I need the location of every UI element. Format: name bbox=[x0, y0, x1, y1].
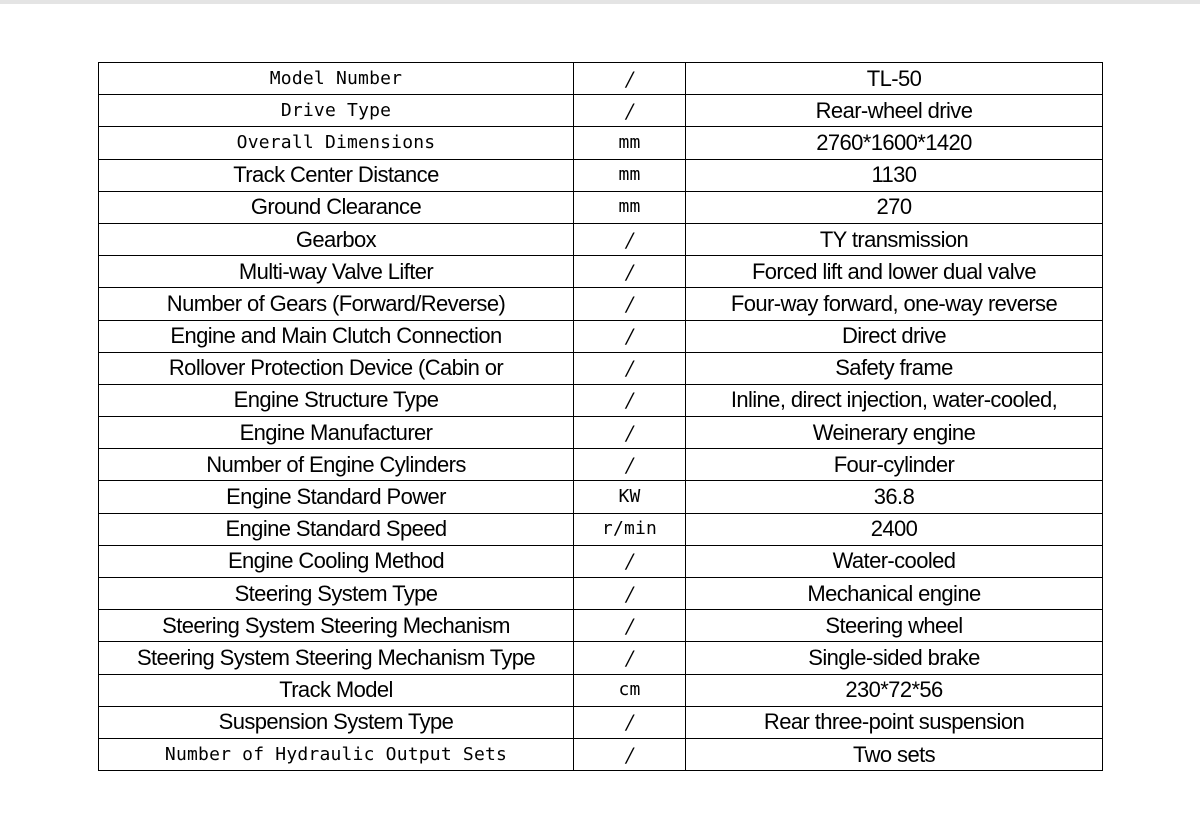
value-cell: Steering wheel bbox=[686, 610, 1103, 642]
value-cell: Direct drive bbox=[686, 320, 1103, 352]
unit-cell: / bbox=[574, 288, 686, 320]
value-cell: Safety frame bbox=[686, 352, 1103, 384]
unit-cell: cm bbox=[574, 674, 686, 706]
value-cell: Rear three-point suspension bbox=[686, 706, 1103, 738]
value-cell: Weinerary engine bbox=[686, 417, 1103, 449]
unit-cell: / bbox=[574, 578, 686, 610]
parameter-cell: Steering System Type bbox=[99, 578, 574, 610]
parameter-cell: Rollover Protection Device (Cabin or bbox=[99, 352, 574, 384]
parameter-cell: Engine Structure Type bbox=[99, 384, 574, 416]
parameter-cell: Suspension System Type bbox=[99, 706, 574, 738]
table-row bbox=[99, 417, 1103, 449]
unit-cell: / bbox=[574, 610, 686, 642]
unit-cell: / bbox=[574, 352, 686, 384]
value-cell: Inline, direct injection, water-cooled, bbox=[686, 384, 1103, 416]
parameter-cell: Engine Cooling Method bbox=[99, 545, 574, 577]
parameter-cell: Overall Dimensions bbox=[99, 127, 574, 159]
value-cell: Forced lift and lower dual valve bbox=[686, 256, 1103, 288]
value-cell: 2760*1600*1420 bbox=[686, 127, 1103, 159]
table-row bbox=[99, 384, 1103, 416]
unit-cell: / bbox=[574, 95, 686, 127]
unit-cell: r/min bbox=[574, 513, 686, 545]
unit-cell: mm bbox=[574, 159, 686, 191]
parameter-cell: Number of Hydraulic Output Sets bbox=[99, 738, 574, 770]
unit-cell: KW bbox=[574, 481, 686, 513]
table-row bbox=[99, 578, 1103, 610]
value-cell: Two sets bbox=[686, 738, 1103, 770]
table-row bbox=[99, 95, 1103, 127]
unit-cell: / bbox=[574, 63, 686, 95]
parameter-cell: Gearbox bbox=[99, 223, 574, 255]
parameter-cell: Engine Standard Speed bbox=[99, 513, 574, 545]
parameter-cell: Number of Engine Cylinders bbox=[99, 449, 574, 481]
table-row bbox=[99, 191, 1103, 223]
unit-cell: / bbox=[574, 256, 686, 288]
value-cell: 2400 bbox=[686, 513, 1103, 545]
parameter-cell: Track Model bbox=[99, 674, 574, 706]
unit-cell: / bbox=[574, 642, 686, 674]
unit-cell: / bbox=[574, 320, 686, 352]
parameter-cell: Engine Manufacturer bbox=[99, 417, 574, 449]
unit-cell: mm bbox=[574, 127, 686, 159]
table-row bbox=[99, 320, 1103, 352]
table-row bbox=[99, 256, 1103, 288]
parameter-cell: Steering System Steering Mechanism Type bbox=[99, 642, 574, 674]
table-row bbox=[99, 738, 1103, 770]
specification-table-body bbox=[99, 63, 1103, 771]
value-cell: Water-cooled bbox=[686, 545, 1103, 577]
parameter-cell: Number of Gears (Forward/Reverse) bbox=[99, 288, 574, 320]
table-row bbox=[99, 642, 1103, 674]
unit-cell: / bbox=[574, 223, 686, 255]
table-row bbox=[99, 481, 1103, 513]
value-cell: 230*72*56 bbox=[686, 674, 1103, 706]
unit-cell: / bbox=[574, 545, 686, 577]
parameter-cell: Track Center Distance bbox=[99, 159, 574, 191]
top-edge-strip bbox=[0, 0, 1200, 4]
table-row bbox=[99, 159, 1103, 191]
value-cell: Rear-wheel drive bbox=[686, 95, 1103, 127]
unit-cell: / bbox=[574, 706, 686, 738]
value-cell: Four-cylinder bbox=[686, 449, 1103, 481]
table-row bbox=[99, 610, 1103, 642]
table-row bbox=[99, 288, 1103, 320]
parameter-cell: Drive Type bbox=[99, 95, 574, 127]
table-row bbox=[99, 449, 1103, 481]
table-row bbox=[99, 352, 1103, 384]
table-row bbox=[99, 513, 1103, 545]
parameter-cell: Ground Clearance bbox=[99, 191, 574, 223]
parameter-cell: Engine Standard Power bbox=[99, 481, 574, 513]
value-cell: TL-50 bbox=[686, 63, 1103, 95]
table-row bbox=[99, 545, 1103, 577]
table-row bbox=[99, 127, 1103, 159]
value-cell: Mechanical engine bbox=[686, 578, 1103, 610]
specification-table bbox=[98, 62, 1103, 771]
value-cell: 270 bbox=[686, 191, 1103, 223]
unit-cell: mm bbox=[574, 191, 686, 223]
value-cell: 36.8 bbox=[686, 481, 1103, 513]
table-row bbox=[99, 706, 1103, 738]
unit-cell: / bbox=[574, 449, 686, 481]
value-cell: TY transmission bbox=[686, 223, 1103, 255]
unit-cell: / bbox=[574, 738, 686, 770]
table-row bbox=[99, 223, 1103, 255]
parameter-cell: Model Number bbox=[99, 63, 574, 95]
parameter-cell: Multi-way Valve Lifter bbox=[99, 256, 574, 288]
value-cell: Single-sided brake bbox=[686, 642, 1103, 674]
value-cell: Four-way forward, one-way reverse bbox=[686, 288, 1103, 320]
unit-cell: / bbox=[574, 417, 686, 449]
value-cell: 1130 bbox=[686, 159, 1103, 191]
table-row bbox=[99, 674, 1103, 706]
unit-cell: / bbox=[574, 384, 686, 416]
parameter-cell: Engine and Main Clutch Connection bbox=[99, 320, 574, 352]
parameter-cell: Steering System Steering Mechanism bbox=[99, 610, 574, 642]
table-row bbox=[99, 63, 1103, 95]
